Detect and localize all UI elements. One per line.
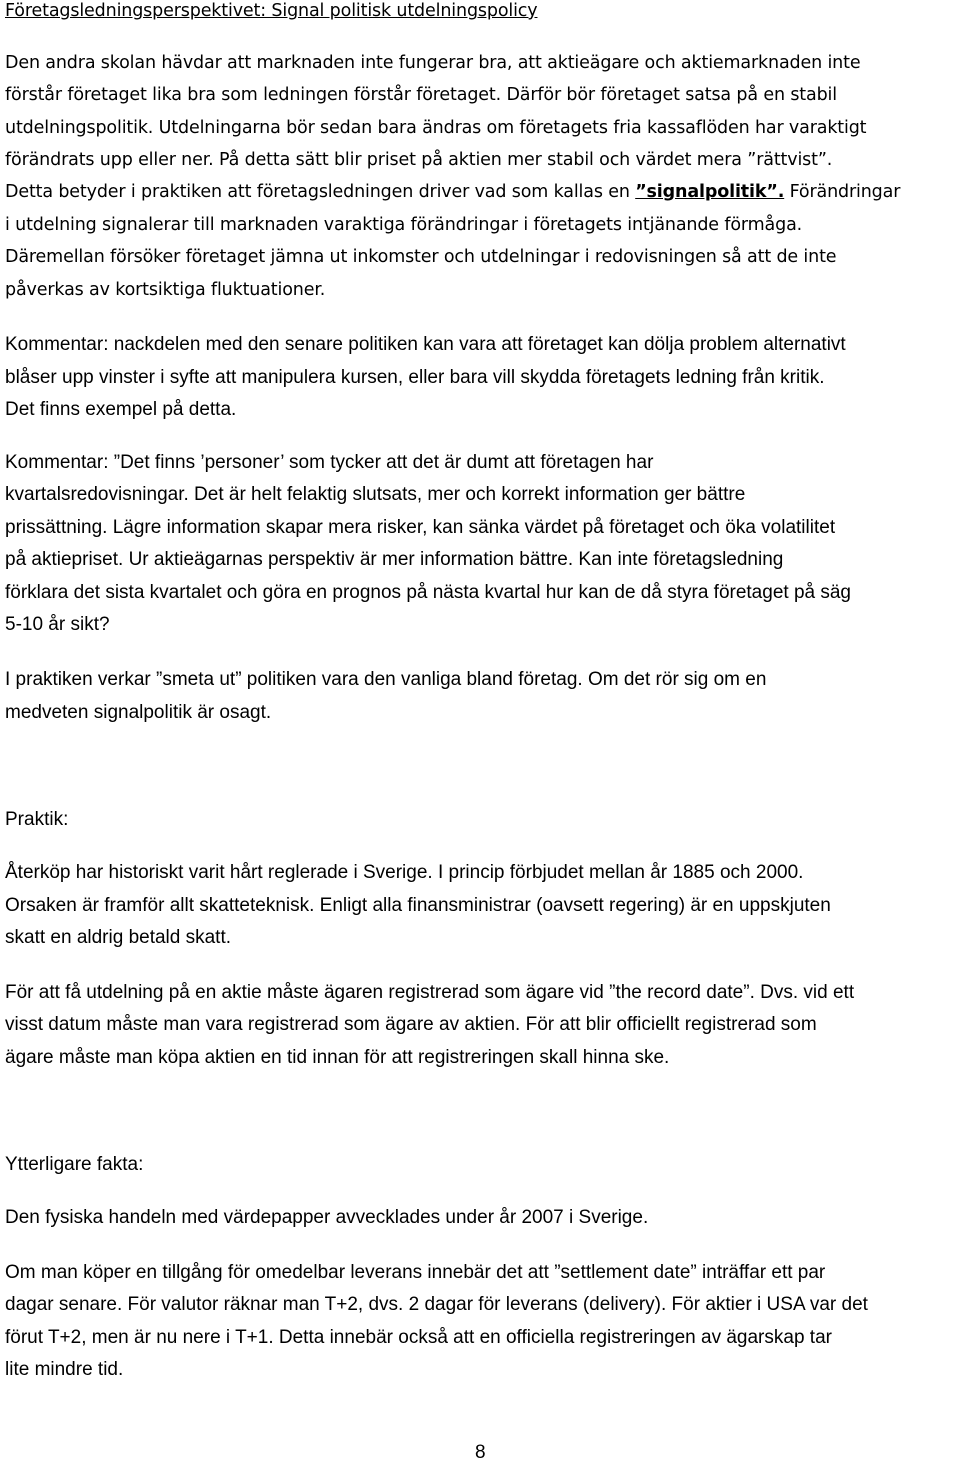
- text-line: ägare måste man köpa aktien en tid innan för att registreringen skall hinna ske.: [5, 1047, 670, 1068]
- page-number: 8: [475, 1442, 486, 1463]
- text-line: på aktiepriset. Ur aktieägarnas perspektiv är mer information bättre. Kan inte företagsledning: [5, 549, 784, 570]
- section-heading: Företagsledningsperspektivet: Signal politisk utdelningspolicy: [5, 1, 538, 21]
- text-line: Återköp har historiskt varit hårt reglerade i Sverige. I princip förbjudet mellan år 1885 och 2000.: [5, 862, 804, 883]
- text-line: lite mindre tid.: [5, 1359, 124, 1380]
- text-line: i utdelning signalerar till marknaden varaktiga förändringar i företagets intjänande förmåga.: [5, 215, 803, 235]
- text-line: prissättning. Lägre information skapar mera risker, kan sänka värdet på företaget och öka volatilitet: [5, 517, 836, 538]
- text-line: medveten signalpolitik är osagt.: [5, 702, 272, 723]
- text-line: Kommentar: ”Det finns ’personer’ som tycker att det är dumt att företagen har: [5, 452, 654, 473]
- text-line: visst datum måste man vara registrerad som ägare av aktien. För att blir officiellt registrerad som: [5, 1014, 817, 1035]
- text-line: Det finns exempel på detta.: [5, 399, 237, 420]
- text-segment: Detta betyder i praktiken att företagsledningen driver vad som kallas en: [5, 182, 636, 202]
- text-line: Kommentar: nackdelen med den senare politiken kan vara att företaget kan dölja problem alternativt: [5, 334, 846, 355]
- text-line: förändrats upp eller ner. På detta sätt blir priset på aktien mer stabil och värdet mera ”rättvist”.: [5, 150, 833, 170]
- fakta-heading: Ytterligare fakta:: [5, 1154, 144, 1175]
- text-line: 5-10 år sikt?: [5, 614, 110, 635]
- text-line: förklara det sista kvartalet och göra en prognos på nästa kvartal hur kan de då styra företaget på säg: [5, 582, 851, 603]
- text-line: Den andra skolan hävdar att marknaden inte fungerar bra, att aktieägare och aktiemarknaden inte: [5, 53, 861, 73]
- praktik-heading: Praktik:: [5, 809, 69, 830]
- text-line: förut T+2, men är nu nere i T+1. Detta innebär också att en officiella registreringen av ägarskap tar: [5, 1327, 832, 1348]
- signalpolitik-term: ”signalpolitik”.: [635, 182, 785, 202]
- text-line: Däremellan försöker företaget jämna ut inkomster och utdelningar i redovisningen så att de inte: [5, 247, 837, 267]
- text-line: Den fysiska handeln med värdepapper avvecklades under år 2007 i Sverige.: [5, 1207, 649, 1228]
- text-line: Orsaken är framför allt skatteteknisk. Enligt alla finansministrar (oavsett regering) är en uppskjuten: [5, 895, 831, 916]
- text-line: blåser upp vinster i syfte att manipulera kursen, eller bara vill skydda företagets ledning från kritik.: [5, 367, 825, 388]
- text-line: I praktiken verkar ”smeta ut” politiken vara den vanliga bland företag. Om det rör sig om en: [5, 669, 767, 690]
- text-line: förstår företaget lika bra som ledningen förstår företaget. Därför bör företaget satsa på en stabil: [5, 85, 837, 105]
- text-line: För att få utdelning på en aktie måste ägaren registrerad som ägare vid ”the record date”. Dvs. vid ett: [5, 982, 855, 1003]
- text-line: påverkas av kortsiktiga fluktuationer.: [5, 280, 326, 300]
- text-segment: Förändringar: [784, 182, 901, 202]
- text-line: kvartalsredovisningar. Det är helt felaktig slutsats, mer och korrekt information ger bättre: [5, 484, 746, 505]
- text-line: [5, 180, 900, 204]
- text-line: Om man köper en tillgång för omedelbar leverans innebär det att ”settlement date” inträffar ett par: [5, 1262, 826, 1283]
- text-line: dagar senare. För valutor räknar man T+2, dvs. 2 dagar för leverans (delivery). För aktier i USA var det: [5, 1294, 868, 1315]
- text-line: skatt en aldrig betald skatt.: [5, 927, 232, 948]
- text-line: utdelningspolitik. Utdelningarna bör sedan bara ändras om företagets fria kassaflöden har varaktigt: [5, 118, 867, 138]
